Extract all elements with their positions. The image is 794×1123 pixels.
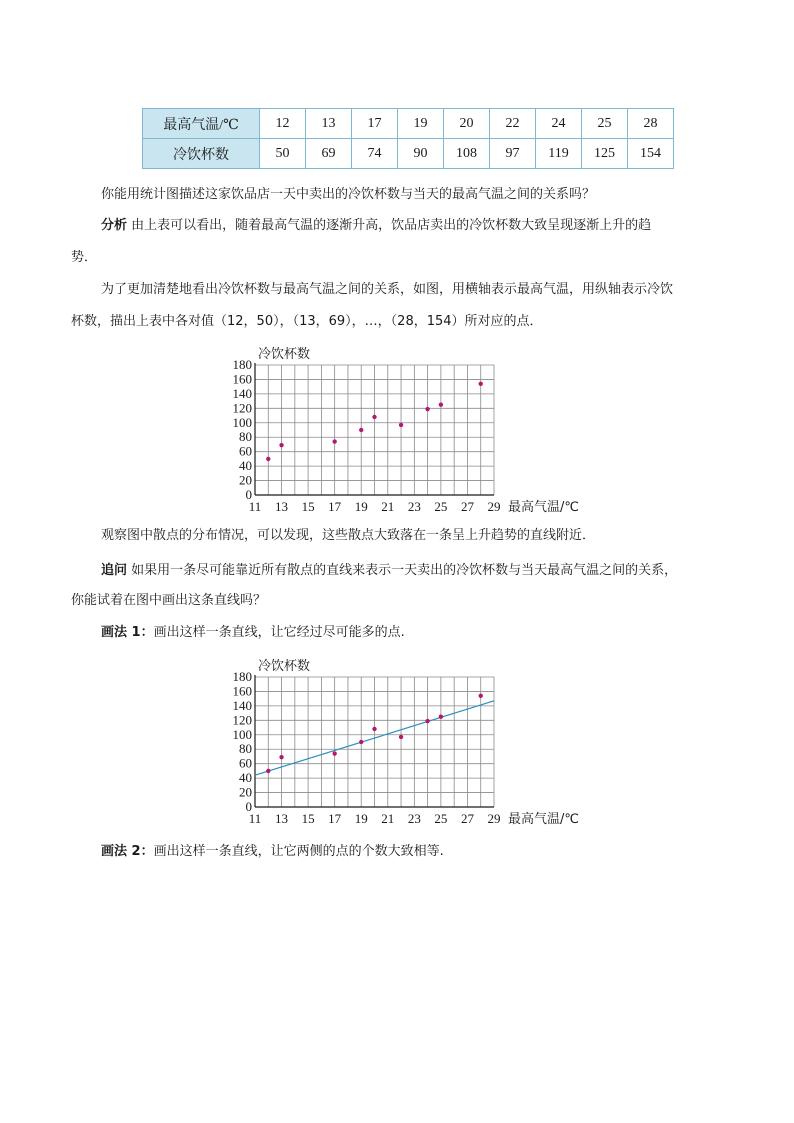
question-text: 你能用统计图描述这家饮品店一天中卖出的冷饮杯数与当天的最高气温之间的关系吗？: [101, 187, 596, 202]
y-tick-label: 80: [239, 741, 252, 757]
data-point: [266, 457, 270, 461]
data-table: [142, 108, 674, 169]
table-row: [143, 109, 674, 139]
table-cell: 22: [490, 109, 536, 139]
table-cell: 119: [536, 139, 582, 169]
table-cell: 17: [352, 109, 398, 139]
analysis-paragraph: [101, 217, 651, 235]
y-tick-label: 60: [239, 755, 252, 771]
y-tick-label: 20: [239, 784, 252, 800]
y-tick-label: 160: [232, 683, 252, 699]
analysis-line-1: 由上表可以看出，随着最高气温的逐渐升高，饮品店卖出的冷饮杯数大致呈现逐渐上升的趋: [131, 218, 652, 233]
y-tick-label: 80: [239, 429, 252, 445]
x-tick-label: 23: [407, 499, 421, 514]
x-axis-title: 最高气温/℃: [508, 812, 579, 827]
y-tick-label: 140: [232, 385, 252, 401]
x-tick-label: 25: [434, 811, 448, 826]
y-tick-label: 0: [245, 487, 252, 502]
data-point: [372, 727, 376, 731]
table-cell: 50: [260, 139, 306, 169]
y-axis-title: 冷饮杯数: [258, 347, 311, 362]
data-point: [332, 439, 336, 443]
y-tick-label: 140: [232, 697, 252, 713]
followup-paragraph: [101, 562, 677, 580]
y-tick-label: 120: [232, 400, 252, 416]
data-point: [439, 715, 443, 719]
y-tick-label: 100: [232, 726, 252, 742]
x-tick-label: 25: [434, 499, 448, 514]
table-cell: 12: [260, 109, 306, 139]
y-tick-label: 160: [232, 371, 252, 387]
table-cell: 74: [352, 139, 398, 169]
data-point: [266, 769, 270, 773]
scatter-chart-1: [220, 340, 600, 519]
table-cell: 108: [444, 139, 490, 169]
x-tick-label: 13: [275, 499, 289, 514]
data-point: [439, 403, 443, 407]
y-tick-label: 0: [245, 799, 252, 814]
y-tick-label: 20: [239, 472, 252, 488]
data-point: [479, 382, 483, 386]
x-tick-label: 13: [275, 811, 289, 826]
data-point: [359, 740, 363, 744]
y-tick-label: 180: [232, 357, 252, 372]
method-1: [101, 624, 405, 642]
x-tick-label: 17: [328, 499, 342, 514]
table-cell: 13: [306, 109, 352, 139]
x-axis-title: 最高气温/℃: [508, 500, 579, 515]
data-point: [359, 428, 363, 432]
x-tick-label: 11: [248, 811, 262, 826]
data-point: [479, 694, 483, 698]
followup-line-1: 如果用一条尽可能靠近所有散点的直线来表示一天卖出的冷饮杯数与当天最高气温之间的关系，: [131, 563, 678, 578]
followup-line-2: 你能试着在图中画出这条直线吗？: [71, 593, 267, 608]
x-tick-label: 19: [354, 499, 368, 514]
y-tick-label: 120: [232, 712, 252, 728]
data-point: [399, 423, 403, 427]
method-2-label: 画法 2：: [101, 844, 154, 859]
analysis-label: 分析: [101, 218, 128, 233]
x-tick-label: 29: [487, 811, 501, 826]
table-row: [143, 139, 674, 169]
table-cell: 154: [628, 139, 674, 169]
method-2: [101, 843, 444, 861]
table-cell: 25: [582, 109, 628, 139]
method-1-label: 画法 1：: [101, 625, 154, 640]
x-tick-label: 19: [354, 811, 368, 826]
x-tick-label: 15: [301, 499, 315, 514]
x-tick-label: 11: [248, 499, 262, 514]
data-point: [372, 415, 376, 419]
table-cell: 69: [306, 139, 352, 169]
y-tick-label: 180: [232, 669, 252, 684]
table-cell: 28: [628, 109, 674, 139]
method-2-text: 画出这样一条直线，让它两侧的点的个数大致相等.: [153, 844, 444, 859]
x-tick-label: 27: [460, 811, 474, 826]
table-cell: 20: [444, 109, 490, 139]
scatter-chart-2-svg: [220, 652, 600, 827]
followup-label: 追问: [101, 563, 128, 578]
paragraph-line-2: 杯数，描出上表中各对值（12，50），（13，69），…，（28，154）所对应的点．: [71, 314, 543, 329]
data-point: [425, 719, 429, 723]
y-axis-title: 冷饮杯数: [258, 659, 311, 674]
x-tick-label: 27: [460, 499, 474, 514]
data-point: [332, 751, 336, 755]
y-tick-label: 100: [232, 414, 252, 430]
table-cell: 125: [582, 139, 628, 169]
table-cell: 97: [490, 139, 536, 169]
x-tick-label: 21: [381, 811, 395, 826]
analysis-line-2: 势．: [71, 250, 98, 265]
x-tick-label: 29: [487, 499, 501, 514]
row-header-temperature: 最高气温/℃: [143, 109, 260, 139]
x-tick-label: 15: [301, 811, 315, 826]
data-point: [279, 443, 283, 447]
x-tick-label: 17: [328, 811, 342, 826]
data-point: [399, 735, 403, 739]
paragraph-line-1: 为了更加清楚地看出冷饮杯数与最高气温之间的关系，如图，用横轴表示最高气温，用纵轴表示冷饮: [101, 282, 674, 297]
x-tick-label: 21: [381, 499, 395, 514]
table-cell: 19: [398, 109, 444, 139]
x-tick-label: 23: [407, 811, 421, 826]
y-tick-label: 40: [239, 458, 252, 474]
method-1-text: 画出这样一条直线，让它经过尽可能多的点.: [153, 625, 405, 640]
row-header-cups: 冷饮杯数: [143, 139, 260, 169]
data-point: [279, 755, 283, 759]
y-tick-label: 60: [239, 443, 252, 459]
scatter-chart-2: [220, 652, 600, 831]
table-cell: 90: [398, 139, 444, 169]
table-cell: 24: [536, 109, 582, 139]
data-point: [425, 407, 429, 411]
observation-text: 观察图中散点的分布情况，可以发现，这些散点大致落在一条呈上升趋势的直线附近．: [101, 528, 596, 543]
scatter-chart-1-svg: [220, 340, 600, 515]
y-tick-label: 40: [239, 770, 252, 786]
